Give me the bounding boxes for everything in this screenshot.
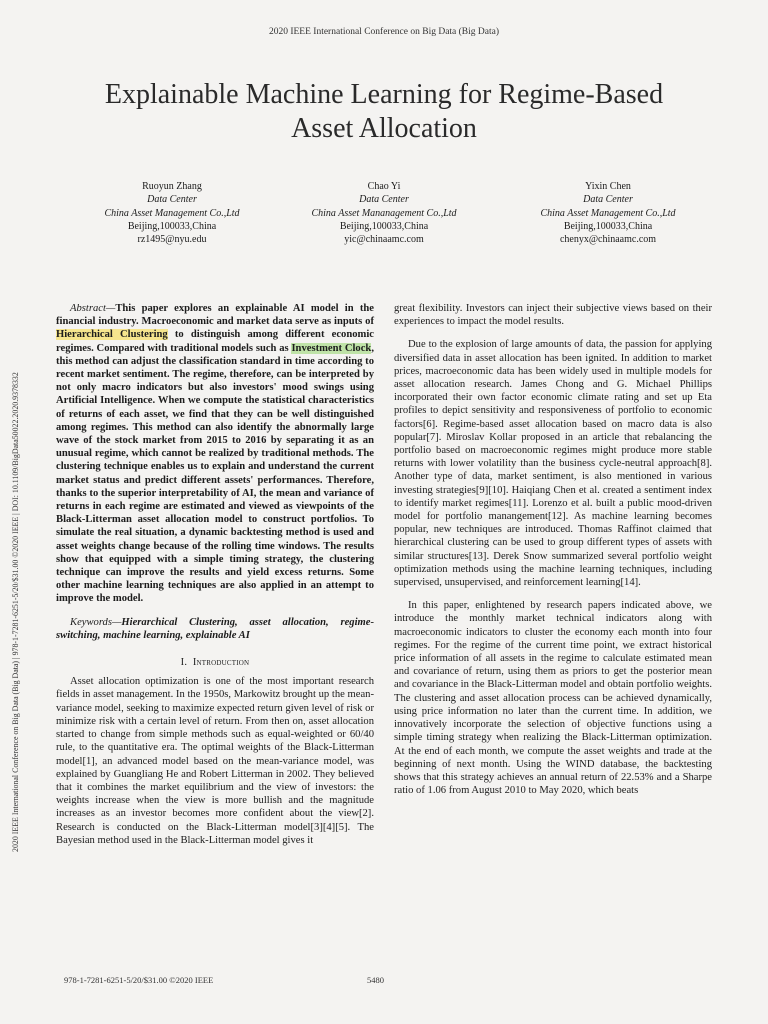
author-org: China Asset Management Co.,Ltd [104,207,240,219]
author-email: chenyx@chinaamc.com [559,234,657,246]
doi-side-stamp: 2020 IEEE International Conference on Big Data (Big Data) | 978-1-7281-6251-5/20/$31.00 ©2020 IEEE | DOI: 10.1109/BigData50022.2020.9378332 [11,372,20,852]
title-line-2: Asset Allocation [291,113,477,144]
body-paragraph: In this paper, enlightened by research papers indicated above, we introduce the monthly market technical indicators along with macroeconomic indicators to cluster the economy each month into four regimes. For the regime of the current time point, we extract historical price information of all assets in the regime to calculate estimated mean and covariance of return, using them as priors to get the posterior mean and covariance in the Black-Litterman model and obtain portfolio weights. The clustering and asset allocation process can be achieved dynamically, using price information no later than the current time. In addition, we innovatively incorporate the selection of objective functions using a simple timing strategy when realizing the Black-Litterman optimization. At the end of each month, we compute the asset weights and trade at the beginning of next month. Using the WIND database, the backtesting shows that this strategy achieves an annual return of 22.53% and a Sharpe ratio of 1.06 from August 2010 to May 2020, which beats [394,600,712,797]
highlight-investment-clock: Investment Clock [291,342,372,354]
highlight-hierarchical-clustering: Hierarchical Clustering [56,329,168,341]
author-city: Beijing,100033,China [563,220,653,232]
left-column [56,302,374,847]
body-paragraph: great flexibility. Investors can inject their subjective views based on their experiences to impact the model results. [394,303,712,328]
author-name: Ruoyun Zhang [142,181,202,192]
author-dept: Data Center [147,194,197,206]
author-name: Yixin Chen [585,181,631,192]
author-city: Beijing,100033,China [339,220,429,232]
abstract: Abstract—This paper explores an explainable AI model in the financial industry. Macroeconomic and market data serve as inputs of Hierarchical Clustering to distinguish among different economic regimes. Compared with traditional models such as Investment Clock, this method can adjust the classification standard in time according to recent market sentiment. The regime, therefore, can be interpreted by not only macro indicators but also investors' mood swings using Artificial Intelligence. When we compute the statistical characteristics of returns of each asset, we find that they can be well distinguished among regimes. This method can also identify the abnormally large wave of the stock market from 2015 to 2016 by separating it as an unusual regime, which cannot be realized by traditional methods. The clustering technique enables us to explain and understand the current market status and predict different assets' performances. Therefore, thanks to the superior interpretability of AI, the mean and variance of returns in each regime are estimated and viewed as viewpoints of the Black-Litterman asset allocation model to construct portfolios. To simulate the real situation, a dynamic backtesting method is used and asset weights change because of the rolling time windows. The results show that equipped with a simple timing strategy, the clustering technique can improve the results and yield excess returns. Some other machine learning techniques are also applied in an attempt to improve the model. [56,303,374,605]
author-org: China Asset Mananagement Co.,Ltd [311,207,457,219]
author-email: rz1495@nyu.edu [137,234,207,246]
paper-title [60,78,708,146]
author-org: China Asset Management Co.,Ltd [540,207,676,219]
intro-paragraph: Asset allocation optimization is one of the most important research fields in asset management. In the 1950s, Markowitz brought up the mean-variance model, seeking to maximize expected return given level of risk or minimize risk with a certain level of return. From then on, asset allocation started to change from simple methods such as equal-weighted or 60/40 rule, to the quantitative era. The optimal weights of the Black-Litterman model[1], an advanced model based on the mean-variance model, was explained by Guangliang He and Robert Litterman in 2002. They believed that it combines the market equilibrium and the view of investors: the weights increase when the view is more bullish and the magnitude increases as an investor becomes more confident about the view[2]. Research is conducted on the Black-Litterman model[3][4][5]. The Bayesian method used in the Black-Litterman model gives it [56,676,374,846]
author-1 [62,180,282,246]
body-paragraph: Due to the explosion of large amounts of data, the passion for applying diversified data in asset allocation has been ignited. In addition to market prices, macroeconomic data has been widely used in multiple models for asset allocation research. James Chong and G. Michael Phillips incorporated their own factor economic climate rating and set up Eta profiles to depict sensitivity and responsiveness of portfolio to economic factors[6]. Regime-based asset allocation based on macro data is also popular[7]. Miroslav Kollar proposed in an article that rebalancing the portfolio based on macroeconomic regimes might produce more stable returns with lower volatility than the business cycle-neutral approach[8]. Another type of data, market sentiment, is also mentioned in various investing strategies[9][10]. Haiqiang Chen et al. created a sentiment index to identify market regimes[11]. Lorenzo et al. built a public mood-driven model for portfolio manangement[12]. As machine learning becomes popular, new techniques are introduced. Thomas Raffinot claimed that hierarchical clustering can be used to group different types of assets with similar structures[13]. Derek Snow summarized several portfolio weight optimization methods using the machine learning techniques, including supervised, unsupervised, and reinforcement learning[14]. [394,339,712,589]
author-email: yic@chinaamc.com [344,234,424,246]
section-heading: I. Introduction [180,657,250,669]
title-line-1: Explainable Machine Learning for Regime-Based [104,79,664,110]
footer-isbn: 978-1-7281-6251-5/20/$31.00 ©2020 IEEE [64,975,214,985]
author-3 [498,180,718,246]
page-number: 5480 [367,975,384,985]
author-city: Beijing,100033,China [127,220,217,232]
author-2 [274,180,494,246]
author-dept: Data Center [359,194,409,206]
right-column [394,302,712,797]
running-header: 2020 IEEE International Conference on Big Data (Big Data) [268,27,500,37]
abstract-lead: Abstract— [70,303,116,314]
author-name: Chao Yi [367,181,401,192]
author-dept: Data Center [583,194,633,206]
keywords: Keywords—Hierarchical Clustering, asset allocation, regime-switching, machine learning, explainable AI [56,616,374,641]
